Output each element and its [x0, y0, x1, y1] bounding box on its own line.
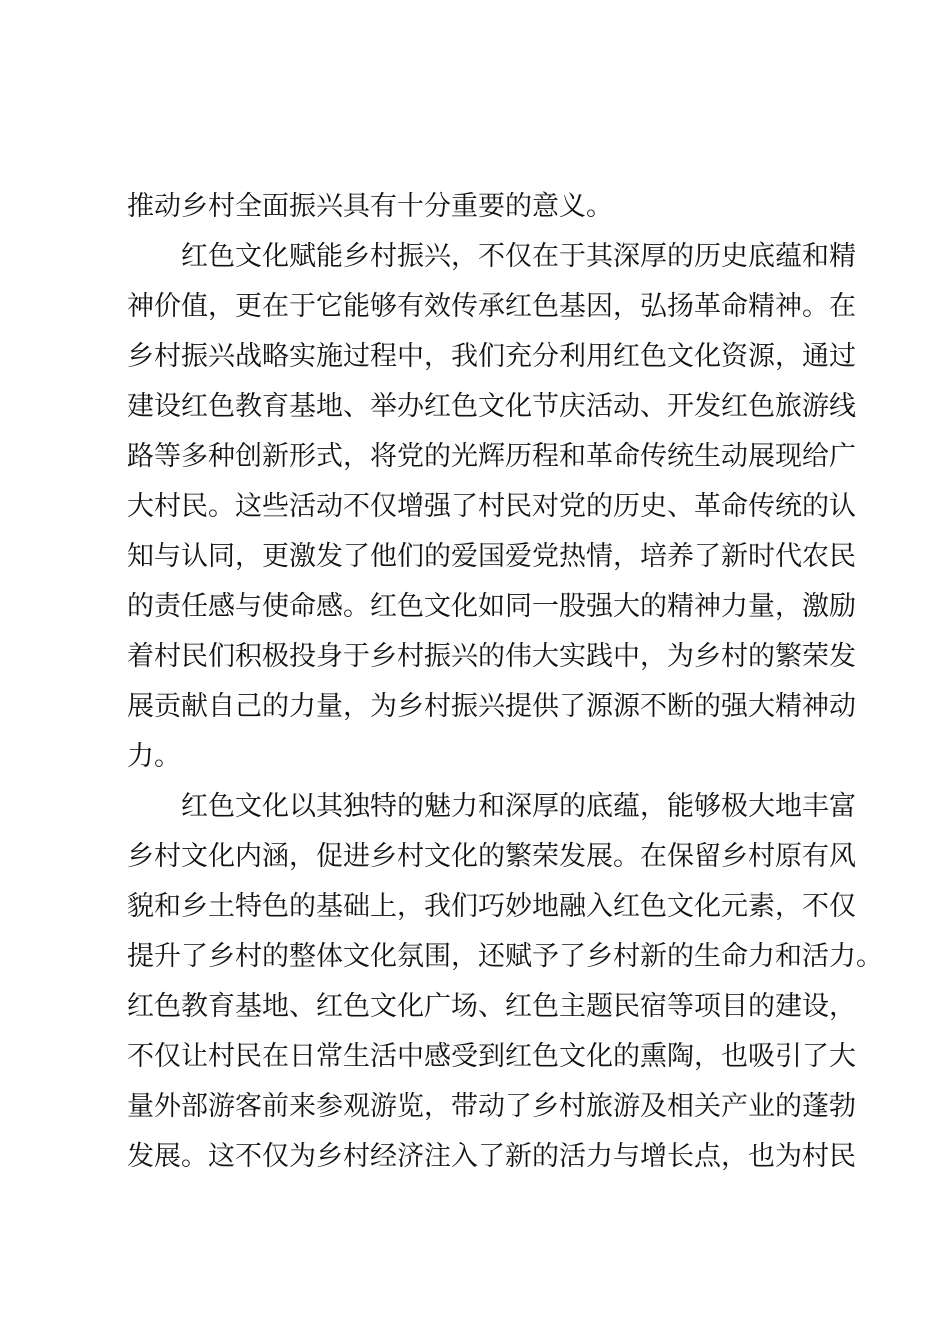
text-line: 推动乡村全面振兴具有十分重要的意义。 [127, 191, 613, 222]
text-line: 红色教育基地、红色文化广场、红色主题民宿等项目的建设， [127, 991, 856, 1022]
text-line: 乡村振兴战略实施过程中，我们充分利用红色文化资源，通过 [127, 341, 856, 372]
text-line: 大村民。这些活动不仅增强了村民对党的历史、革命传统的认 [127, 491, 856, 522]
text-line: 的责任感与使命感。红色文化如同一股强大的精神力量，激励 [127, 591, 856, 622]
text-line: 展贡献自己的力量，为乡村振兴提供了源源不断的强大精神动 [127, 691, 856, 722]
text-line: 建设红色教育基地、举办红色文化节庆活动、开发红色旅游线 [127, 391, 856, 422]
text-line: 力。 [127, 741, 181, 772]
text-line: 发展。这不仅为乡村经济注入了新的活力与增长点，也为村民 [127, 1141, 856, 1172]
body-text [127, 182, 883, 1182]
text-line: 知与认同，更激发了他们的爱国爱党热情，培养了新时代农民 [127, 541, 856, 572]
paragraph-start-line: 红色文化赋能乡村振兴，不仅在于其深厚的历史底蕴和精 [181, 241, 856, 272]
text-line: 貌和乡土特色的基础上，我们巧妙地融入红色文化元素，不仅 [127, 891, 856, 922]
text-line: 乡村文化内涵，促进乡村文化的繁荣发展。在保留乡村原有风 [127, 841, 856, 872]
text-line: 着村民们积极投身于乡村振兴的伟大实践中，为乡村的繁荣发 [127, 641, 856, 672]
text-line: 提升了乡村的整体文化氛围，还赋予了乡村新的生命力和活力。 [127, 941, 883, 972]
paragraph-start-line: 红色文化以其独特的魅力和深厚的底蕴，能够极大地丰富 [181, 791, 856, 822]
text-line: 量外部游客前来参观游览，带动了乡村旅游及相关产业的蓬勃 [127, 1091, 856, 1122]
text-line: 神价值，更在于它能够有效传承红色基因，弘扬革命精神。在 [127, 291, 856, 322]
text-line: 不仅让村民在日常生活中感受到红色文化的熏陶，也吸引了大 [127, 1041, 856, 1072]
text-line: 路等多种创新形式，将党的光辉历程和革命传统生动展现给广 [127, 441, 856, 472]
